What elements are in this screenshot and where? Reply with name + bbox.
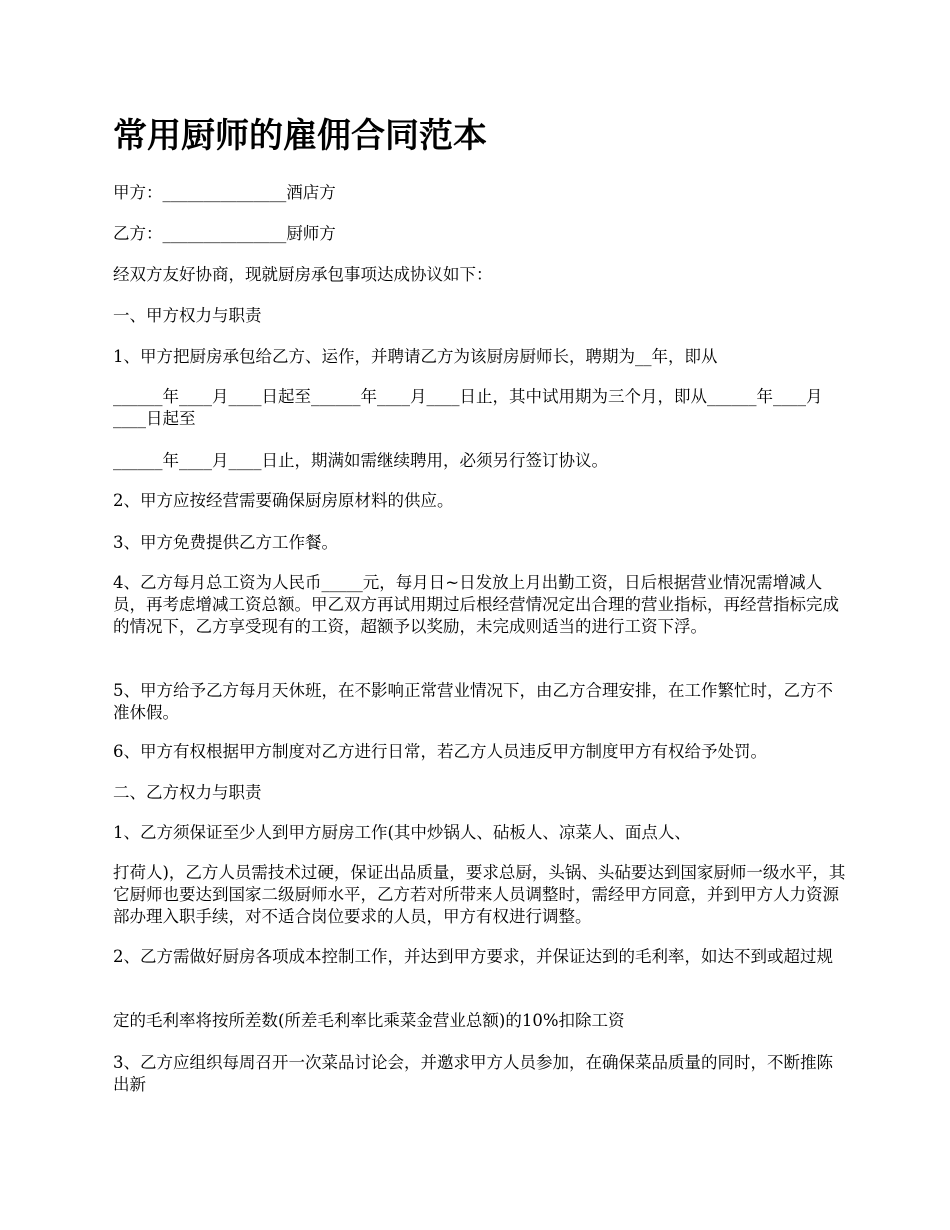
- clause-a1-dates: ______年____月____日起至______年____月____日止，其中试用期为三个月，即从______年____月____日起至: [113, 387, 823, 428]
- clause-a1: 1、甲方把厨房承包给乙方、运作，并聘请乙方为该厨房厨师长，聘期为__年，即从: [113, 347, 718, 366]
- clause-b1-cont: 打荷人)，乙方人员需技术过硬，保证出品质量，要求总厨，头锅、头砧要达到国家厨师一级水平，其它厨师也要达到国家二级厨师水平，乙方若对所带来人员调整时，需经甲方同意，并到甲方人力资源部办理入职手续，对不适合岗位要求的人员，甲方有权进行调整。: [113, 863, 846, 926]
- clause-a5: 5、甲方给予乙方每月天休班，在不影响正常营业情况下，由乙方合理安排，在工作繁忙时，乙方不准休假。: [113, 681, 833, 722]
- clause-a3: 3、甲方免费提供乙方工作餐。: [113, 533, 338, 552]
- party-a-line: 甲方：_______________酒店方: [113, 183, 336, 202]
- clause-b2-cont: 定的毛利率将按所差数(所差毛利率比乘菜金营业总额)的10%扣除工资: [113, 1011, 625, 1030]
- clause-b2: 2、乙方需做好厨房各项成本控制工作，并达到甲方要求，并保证达到的毛利率，如达不到或超过规: [113, 947, 833, 966]
- intro-paragraph: 经双方友好协商，现就厨房承包事项达成协议如下：: [113, 265, 493, 284]
- section-heading-b: 二、乙方权力与职责: [113, 783, 262, 802]
- clause-a6: 6、甲方有权根据甲方制度对乙方进行日常，若乙方人员违反甲方制度甲方有权给予处罚。: [113, 742, 767, 761]
- clause-a2: 2、甲方应按经营需要确保厨房原材料的供应。: [113, 491, 454, 510]
- clause-a4: 4、乙方每月总工资为人民币_____元，每月日~日发放上月出勤工资，日后根据营业情况需增减人员，再考虑增减工资总额。甲乙双方再试用期过后根经营情况定出合理的营业指标，再经营指标完成的情况下，乙方享受现有的工资，超额予以奖励，未完成则适当的进行工资下浮。: [113, 573, 839, 636]
- document-title: 常用厨师的雇佣合同范本: [113, 116, 487, 156]
- clause-a1-end: ______年____月____日止，期满如需继续聘用，必须另行签订协议。: [113, 451, 608, 470]
- clause-b1: 1、乙方须保证至少人到甲方厨房工作(其中炒锅人、砧板人、凉菜人、面点人、: [113, 823, 691, 842]
- party-b-line: 乙方：_______________厨师方: [113, 224, 336, 243]
- clause-b3: 3、乙方应组织每周召开一次菜品讨论会，并邀求甲方人员参加，在确保菜品质量的同时，不断推陈出新: [113, 1053, 833, 1094]
- section-heading-a: 一、甲方权力与职责: [113, 306, 262, 325]
